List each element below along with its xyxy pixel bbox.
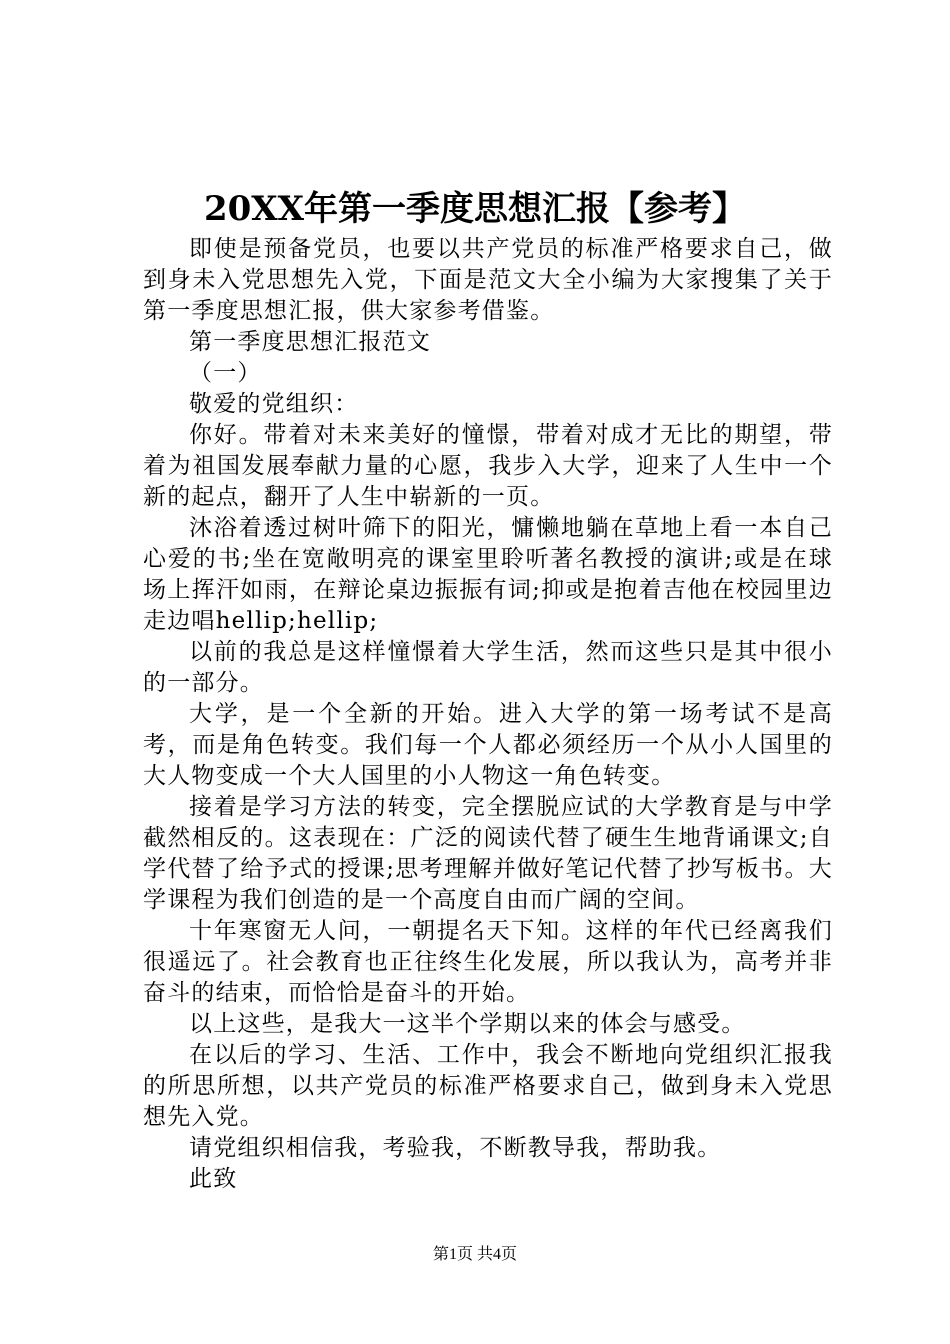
closing: 此致 [189,1166,238,1192]
document-title: 20XX年第一季度思想汇报【参考】 [203,189,747,229]
section-heading: 第一季度思想汇报范文 [189,329,431,355]
paragraph: 接着是学习方法的转变，完全摆脱应试的大学教育是与中学截然相反的。这表现在：广泛的阅读代替了硬生生地背诵课文;自学代替了给予式的授课;思考理解并做好笔记代替了抄写板书。大学课程为我们创造的是一个高度自由而广阔的空间。 [143,794,833,913]
paragraph: 沐浴着透过树叶筛下的阳光，慵懒地躺在草地上看一本自己心爱的书;坐在宽敞明亮的课室里聆听著名教授的演讲;或是在球场上挥汗如雨，在辩论桌边振振有词;抑或是抱着吉他在校园里边走边唱hellip;hellip; [143,515,833,634]
paragraph: 你好。带着对未来美好的憧憬，带着对成才无比的期望，带着为祖国发展奉献力量的心愿，我步入大学，迎来了人生中一个新的起点，翻开了人生中崭新的一页。 [143,422,833,510]
salutation: 敬爱的党组织： [189,391,359,417]
paragraph: 以上这些，是我大一这半个学期以来的体会与感受。 [189,1011,746,1037]
document-body [143,234,833,1195]
paragraph: 在以后的学习、生活、工作中，我会不断地向党组织汇报我的所思所想，以共产党员的标准严格要求自己，做到身未入党思想先入党。 [143,1042,833,1130]
paragraph: 请党组织相信我，考验我，不断教导我，帮助我。 [189,1135,722,1161]
paragraph: 大学，是一个全新的开始。进入大学的第一场考试不是高考，而是角色转变。我们每一个人都必须经历一个从小人国里的大人物变成一个大人国里的小人物这一角色转变。 [143,701,833,789]
paragraph-intro: 即使是预备党员，也要以共产党员的标准严格要求自己，做到身未入党思想先入党，下面是范文大全小编为大家搜集了关于第一季度思想汇报，供大家参考借鉴。 [143,236,833,324]
paragraph: 以前的我总是这样憧憬着大学生活，然而这些只是其中很小的一部分。 [143,639,833,696]
section-number: （一） [189,360,262,386]
page-number: 第1页 共4页 [432,1246,517,1263]
paragraph: 十年寒窗无人问，一朝提名天下知。这样的年代已经离我们很遥远了。社会教育也正往终生化发展，所以我认为，高考并非奋斗的结束，而恰恰是奋斗的开始。 [143,918,833,1006]
